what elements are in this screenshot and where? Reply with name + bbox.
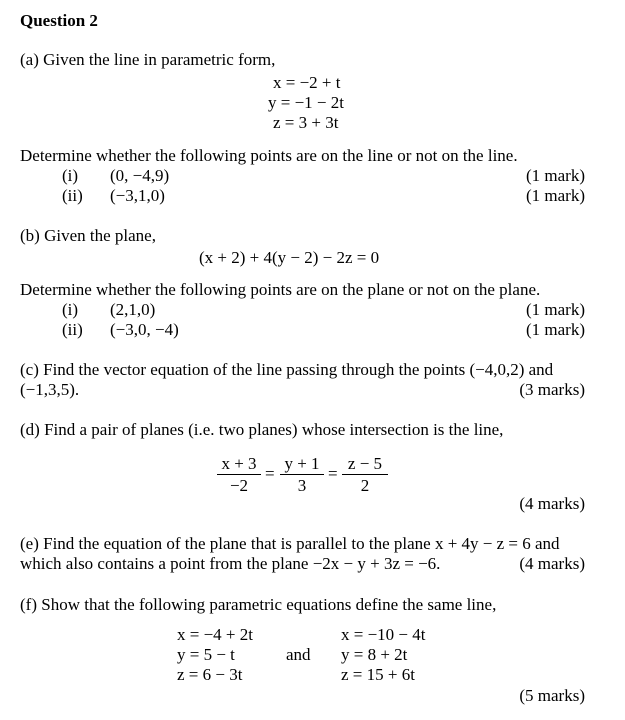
fraction-numerator: x + 3 — [221, 454, 257, 473]
part-a-eq-z: z = 3 + 3t — [273, 113, 339, 132]
part-b-equation: (x + 2) + 4(y − 2) − 2z = 0 — [199, 248, 380, 267]
part-c-marks: (3 marks) — [519, 380, 585, 399]
part-b-item-value: (−3,0, −4) — [110, 320, 179, 339]
fraction-bar — [342, 474, 388, 475]
fraction-numerator: z − 5 — [347, 454, 383, 473]
part-d-intro: (d) Find a pair of planes (i.e. two planes) whose intersection is the line, — [20, 420, 504, 439]
line2-eq-y: y = 8 + 2t — [341, 645, 408, 664]
fraction-denominator: 3 — [297, 476, 307, 495]
part-b-item-value: (2,1,0) — [110, 300, 156, 319]
part-b-item-marks: (1 mark) — [525, 300, 585, 319]
part-e-line2: which also contains a point from the plane −2x − y + 3z = −6. — [20, 554, 441, 573]
fraction-numerator: y + 1 — [284, 454, 320, 473]
fraction-bar — [280, 474, 324, 475]
fraction-denominator: 2 — [360, 476, 370, 495]
part-f-marks: (5 marks) — [519, 686, 585, 705]
connector-and: and — [286, 645, 311, 664]
part-a-prompt: Determine whether the following points are on the line or not on the line. — [20, 146, 518, 165]
part-a-item-value: (0, −4,9) — [110, 166, 170, 185]
fraction-denominator: −2 — [229, 476, 249, 495]
part-f-intro: (f) Show that the following parametric equations define the same line, — [20, 595, 497, 614]
line1-eq-y: y = 5 − t — [177, 645, 235, 664]
equals-sign: = — [265, 464, 275, 483]
part-b-prompt: Determine whether the following points are on the plane or not on the plane. — [20, 280, 541, 299]
part-a-item-label: (i) — [62, 166, 79, 185]
question-title: Question 2 — [20, 11, 98, 30]
symmetric-fraction-y — [280, 454, 324, 495]
symmetric-fraction-z — [342, 454, 388, 495]
symmetric-fraction-x — [217, 454, 261, 495]
part-b-intro: (b) Given the plane, — [20, 226, 156, 245]
part-a-item-marks: (1 mark) — [525, 186, 585, 205]
part-a-item-value: (−3,1,0) — [110, 186, 165, 205]
part-a-eq-y: y = −1 − 2t — [268, 93, 344, 112]
line2-eq-x: x = −10 − 4t — [341, 625, 426, 644]
line2-eq-z: z = 15 + 6t — [341, 665, 415, 684]
part-c-line1: (c) Find the vector equation of the line passing through the points (−4,0,2) and — [20, 360, 554, 379]
part-b-item-label: (i) — [62, 300, 79, 319]
part-b-item-marks: (1 mark) — [525, 320, 585, 339]
part-a-item-label: (ii) — [62, 186, 83, 205]
line1-eq-z: z = 6 − 3t — [177, 665, 243, 684]
part-a-intro: (a) Given the line in parametric form, — [20, 50, 276, 69]
fraction-bar — [217, 474, 261, 475]
part-c-line2: (−1,3,5). — [20, 380, 80, 399]
equals-sign: = — [328, 464, 338, 483]
part-b-item-label: (ii) — [62, 320, 83, 339]
part-a-item-marks: (1 mark) — [525, 166, 585, 185]
part-a-eq-x: x = −2 + t — [273, 73, 341, 92]
line1-eq-x: x = −4 + 2t — [177, 625, 253, 644]
part-d-marks: (4 marks) — [519, 494, 585, 513]
part-e-line1: (e) Find the equation of the plane that is parallel to the plane x + 4y − z = 6 and — [20, 534, 560, 553]
part-e-marks: (4 marks) — [519, 554, 585, 573]
